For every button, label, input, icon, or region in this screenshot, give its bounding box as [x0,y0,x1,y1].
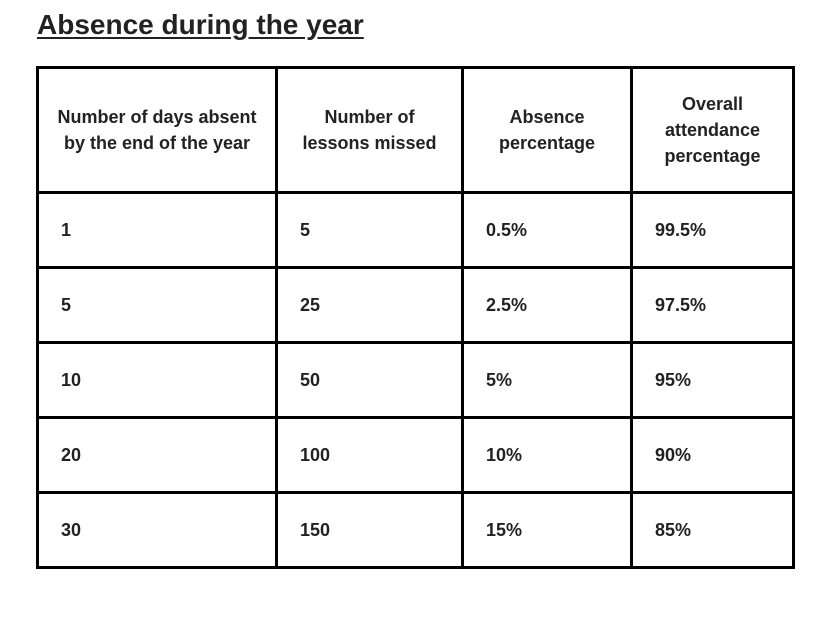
cell-attendance-percentage: 90% [632,418,794,493]
table-body [38,193,794,568]
header-row [38,68,794,193]
cell-attendance-percentage: 97.5% [632,268,794,343]
cell-absence-percentage: 15% [463,493,632,568]
cell-days-absent: 10 [38,343,277,418]
cell-attendance-percentage: 95% [632,343,794,418]
header-days-absent: Number of days absent by the end of the year [38,68,277,193]
cell-attendance-percentage: 99.5% [632,193,794,268]
cell-days-absent: 30 [38,493,277,568]
header-lessons-missed: Number of lessons missed [277,68,463,193]
table-row [38,418,794,493]
table-row [38,343,794,418]
table-row [38,493,794,568]
absence-table [36,66,795,569]
cell-lessons-missed: 100 [277,418,463,493]
cell-absence-percentage: 5% [463,343,632,418]
cell-days-absent: 5 [38,268,277,343]
header-absence-percentage: Absence percentage [463,68,632,193]
cell-days-absent: 20 [38,418,277,493]
cell-absence-percentage: 10% [463,418,632,493]
cell-lessons-missed: 5 [277,193,463,268]
table-row [38,268,794,343]
page-title: Absence during the year [37,9,364,40]
header-attendance-percentage: Overall attendance percentage [632,68,794,193]
cell-attendance-percentage: 85% [632,493,794,568]
table-header [38,68,794,193]
cell-days-absent: 1 [38,193,277,268]
cell-lessons-missed: 50 [277,343,463,418]
table-row [38,193,794,268]
cell-absence-percentage: 2.5% [463,268,632,343]
cell-absence-percentage: 0.5% [463,193,632,268]
cell-lessons-missed: 25 [277,268,463,343]
cell-lessons-missed: 150 [277,493,463,568]
